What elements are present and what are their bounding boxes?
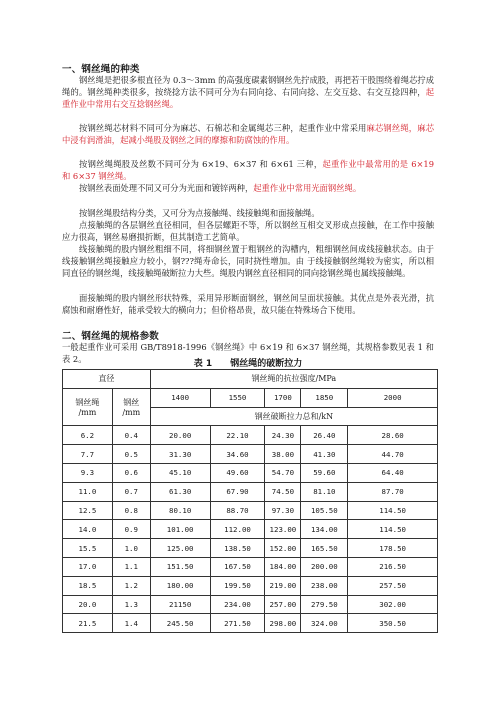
table-header-row: [63, 370, 438, 389]
table-row: [63, 463, 438, 482]
cell-rope-diameter: 12.5: [63, 501, 113, 520]
cell-wire-diameter: 0.4: [112, 426, 150, 445]
table-caption: 表 1 钢丝绳的破断拉力: [193, 359, 303, 369]
cell-rope-diameter: 6.2: [63, 426, 113, 445]
paragraph-line-contact: 线接触绳的股内钢丝粗细不同，将细钢丝置于粗钢丝的沟槽内，粗细钢丝间成线接触状态。由于线接触钢丝绳接触应力较小，钢???绳寿命长，同时挠性增加。由 于线接触钢丝绳较为密实，所以相同直径的钢丝绳，线接触绳破断拉力大些。绳股内钢丝直径相同的同向捻钢丝绳也属线接触绳。: [62, 244, 434, 279]
cell-breaking-force: 24.30: [265, 426, 301, 445]
highlight-text: 起重作业中常用右交互捻钢丝绳。: [62, 87, 434, 110]
table-row: [63, 482, 438, 501]
cell-rope-diameter: 21.5: [63, 614, 113, 633]
cell-breaking-force: 101.00: [150, 520, 210, 539]
cell-breaking-force: 180.00: [150, 576, 210, 595]
cell-breaking-force: 34.60: [210, 445, 265, 464]
cell-breaking-force: 138.50: [210, 539, 265, 558]
cell-wire-diameter: 0.9: [112, 520, 150, 539]
cell-breaking-force: 234.00: [210, 595, 265, 614]
cell-breaking-force: 152.00: [265, 539, 301, 558]
highlight-text: 麻芯钢丝绳，麻芯中浸有润滑油，起减小绳股及钢丝之间的摩擦和防腐蚀的作用。: [62, 123, 434, 146]
cell-breaking-force: 199.50: [210, 576, 265, 595]
cell-breaking-force: 20.00: [150, 426, 210, 445]
paragraph-point-contact: 点接触绳的各层钢丝直径相同，但各层螺距不等，所以钢丝互相交叉形成点接触，在工作中接触应力很高，钢丝易磨损折断，但其制造工艺简单。: [62, 220, 434, 243]
cell-wire-diameter: 1.2: [112, 576, 150, 595]
cell-breaking-force: 184.00: [265, 557, 301, 576]
cell-rope-diameter: 7.7: [63, 445, 113, 464]
cell-breaking-force: 216.50: [348, 557, 438, 576]
paragraph-surface-contact: 面接触绳的股内钢丝形状特殊，采用异形断面钢丝，钢丝间呈面状接触。其优点是外表光滑，抗腐蚀和耐磨性好，能承受较大的横向力；但价格昂贵，故只能在特殊场合下使用。: [62, 293, 434, 316]
table-row: [63, 557, 438, 576]
header-grade: 1700: [265, 388, 301, 407]
cell-breaking-force: 257.50: [348, 576, 438, 595]
header-tensile-strength: 钢丝绳的抗拉强度/MPa: [150, 370, 437, 389]
section2-heading: 二、钢丝绳的规格参数: [62, 331, 160, 342]
highlight-text: 起重作业中常用光面钢丝绳。: [253, 183, 362, 193]
cell-breaking-force: 87.70: [348, 482, 438, 501]
cell-breaking-force: 64.40: [348, 463, 438, 482]
paragraph-surface-treatment: 按钢丝表面处理不同又可分为光面和镀锌两种，起重作业中常用光面钢丝绳。: [79, 183, 362, 193]
cell-breaking-force: 45.10: [150, 463, 210, 482]
header-grade: 2000: [348, 388, 438, 407]
cell-breaking-force: 257.00: [265, 595, 301, 614]
cell-breaking-force: 80.10: [150, 501, 210, 520]
cell-breaking-force: 61.30: [150, 482, 210, 501]
paragraph-spec-intro: 一般起重作业可采用 GB/T8918-1996《钢丝绳》中 6×19 和 6×37 钢丝绳，其规格参数见表 1 和表 2。: [62, 342, 434, 365]
cell-breaking-force: 167.50: [210, 557, 265, 576]
cell-wire-diameter: 1.1: [112, 557, 150, 576]
cell-breaking-force: 112.00: [210, 520, 265, 539]
cell-breaking-force: 26.40: [301, 426, 348, 445]
cell-breaking-force: 165.50: [301, 539, 348, 558]
cell-breaking-force: 44.70: [348, 445, 438, 464]
cell-breaking-force: 279.50: [301, 595, 348, 614]
table-row: [63, 426, 438, 445]
header-wire-diameter: 钢丝 /mm: [112, 388, 150, 426]
cell-breaking-force: 238.00: [301, 576, 348, 595]
cell-rope-diameter: 15.5: [63, 539, 113, 558]
cell-wire-diameter: 1.3: [112, 595, 150, 614]
table-row: [63, 501, 438, 520]
header-breaking-force: 钢丝破断拉力总和/kN: [150, 407, 437, 426]
cell-breaking-force: 22.10: [210, 426, 265, 445]
cell-breaking-force: 31.30: [150, 445, 210, 464]
cell-breaking-force: 123.00: [265, 520, 301, 539]
header-grade: 1550: [210, 388, 265, 407]
cell-rope-diameter: 18.5: [63, 576, 113, 595]
cell-breaking-force: 114.50: [348, 520, 438, 539]
cell-breaking-force: 74.50: [265, 482, 301, 501]
cell-wire-diameter: 0.8: [112, 501, 150, 520]
cell-breaking-force: 245.50: [150, 614, 210, 633]
cell-breaking-force: 21150: [150, 595, 210, 614]
cell-breaking-force: 49.60: [210, 463, 265, 482]
table-row: [63, 576, 438, 595]
cell-breaking-force: 350.50: [348, 614, 438, 633]
cell-breaking-force: 59.60: [301, 463, 348, 482]
cell-breaking-force: 200.00: [301, 557, 348, 576]
header-grade: 1850: [301, 388, 348, 407]
cell-breaking-force: 81.10: [301, 482, 348, 501]
highlight-text: 起重作业中最常用的是 6×19 和 6×37 钢丝绳。: [62, 159, 434, 182]
paragraph-rope-definition: 钢丝绳是把很多根直径为 0.3～3mm 的高强度碳素钢钢丝先拧成股，再把若干股围绕着绳芯拧成绳的。钢丝绳种类很多，按绕捻方法不同可分为右同向捻、右同向捻、左交互捻、右交互捻四种，起重作业中常用右交互捻钢丝绳。: [62, 75, 434, 110]
cell-rope-diameter: 20.0: [63, 595, 113, 614]
cell-breaking-force: 298.00: [265, 614, 301, 633]
cell-wire-diameter: 0.7: [112, 482, 150, 501]
table-row: [63, 595, 438, 614]
cell-breaking-force: 271.50: [210, 614, 265, 633]
table-row: [63, 520, 438, 539]
cell-rope-diameter: 11.0: [63, 482, 113, 501]
cell-breaking-force: 28.60: [348, 426, 438, 445]
cell-rope-diameter: 9.3: [63, 463, 113, 482]
cell-breaking-force: 134.00: [301, 520, 348, 539]
cell-breaking-force: 97.30: [265, 501, 301, 520]
table-row: [63, 539, 438, 558]
cell-breaking-force: 302.00: [348, 595, 438, 614]
cell-wire-diameter: 0.6: [112, 463, 150, 482]
cell-breaking-force: 219.00: [265, 576, 301, 595]
cell-rope-diameter: 17.0: [63, 557, 113, 576]
cell-breaking-force: 67.90: [210, 482, 265, 501]
cell-wire-diameter: 0.5: [112, 445, 150, 464]
cell-breaking-force: 88.70: [210, 501, 265, 520]
cell-breaking-force: 178.50: [348, 539, 438, 558]
table-header-row: [63, 388, 438, 407]
cell-breaking-force: 114.50: [348, 501, 438, 520]
cell-breaking-force: 324.00: [301, 614, 348, 633]
cell-breaking-force: 125.00: [150, 539, 210, 558]
header-rope-diameter: 钢丝绳 /mm: [63, 388, 113, 426]
cell-breaking-force: 151.50: [150, 557, 210, 576]
table-row: [63, 445, 438, 464]
cell-wire-diameter: 1.0: [112, 539, 150, 558]
table-row: [63, 614, 438, 633]
cell-rope-diameter: 14.0: [63, 520, 113, 539]
cell-breaking-force: 105.50: [301, 501, 348, 520]
paragraph-structure-class: 按钢丝绳股结构分类，又可分为点接触绳、线接触绳和面接触绳。: [79, 208, 320, 218]
cell-breaking-force: 41.30: [301, 445, 348, 464]
paragraph-strand-count: 按钢丝绳绳股及丝数不同可分为 6×19、6×37 和 6×61 三种，起重作业中最常用的是 6×19 和 6×37 钢丝绳。: [62, 159, 434, 182]
section1-heading: 一、钢丝绳的种类: [62, 64, 140, 75]
paragraph-core-material: 按钢丝绳芯材料不同可分为麻芯、石棉芯和金属绳芯三种，起重作业中常采用麻芯钢丝绳，麻芯中浸有润滑油，起减小绳股及钢丝之间的摩擦和防腐蚀的作用。: [62, 123, 434, 146]
header-diameter: 直径: [63, 370, 151, 389]
header-grade: 1400: [150, 388, 210, 407]
cell-wire-diameter: 1.4: [112, 614, 150, 633]
cell-breaking-force: 38.00: [265, 445, 301, 464]
cell-breaking-force: 54.70: [265, 463, 301, 482]
breaking-force-table: [62, 369, 438, 633]
